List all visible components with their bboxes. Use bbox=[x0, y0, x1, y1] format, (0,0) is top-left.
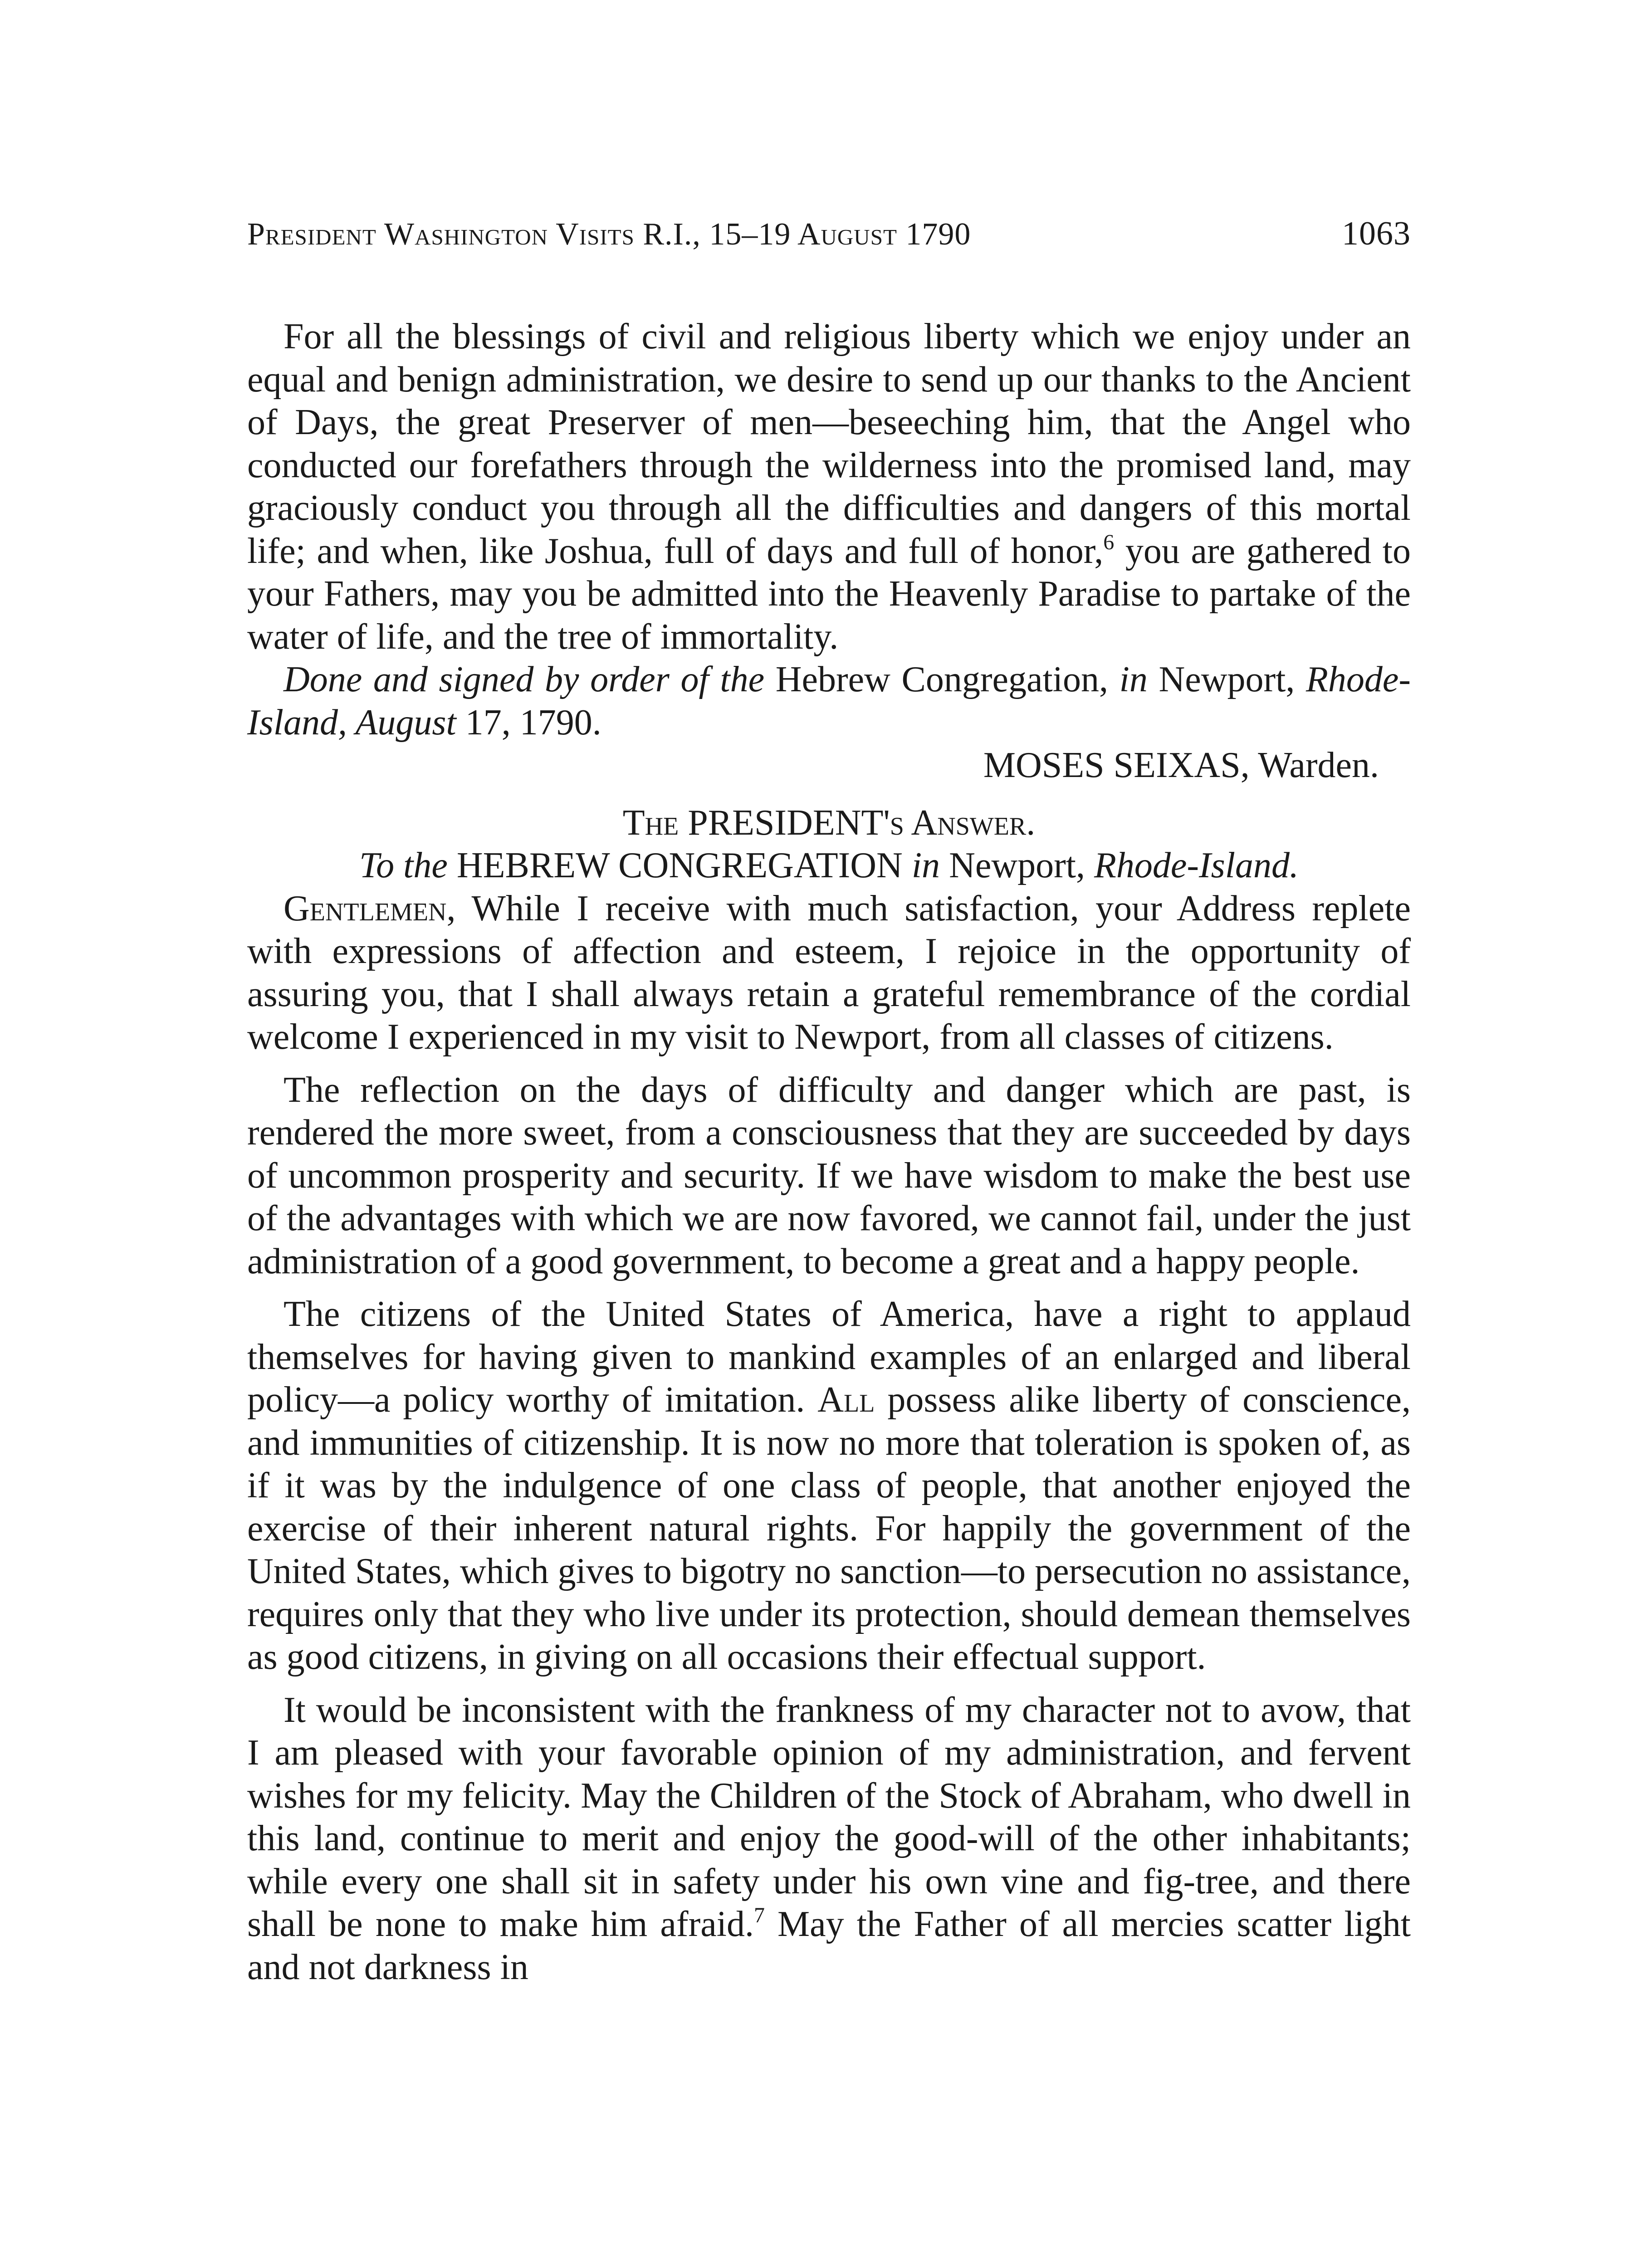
answer-paragraph-3-end: possess alike liberty of conscience, and immunities of citizenship. It is now no more that toleration is spoken of, as if it was by the indulgence of one class of people, that another enjoyed the exercise of their inherent natural rights. For happily the government of the United States, which gives to bigotry no sanction—to persecution no assistance, requires only that they who live under its protection, should demean themselves as good citizens, in giving on all occasions their effectual support. bbox=[247, 1380, 1411, 1677]
running-title: President Washington Visits R.I., 15–19 August 1790 bbox=[247, 217, 971, 252]
addressee-to-the: To the bbox=[359, 846, 448, 885]
signed-prefix: Done and signed by order of the bbox=[284, 660, 765, 699]
address-closing-paragraph bbox=[247, 315, 1411, 658]
running-head bbox=[247, 213, 1411, 254]
answer-paragraph-4 bbox=[247, 1689, 1411, 1989]
answer-paragraph-3-all: All bbox=[817, 1380, 875, 1420]
signed-congregation: Hebrew Congregation, bbox=[764, 660, 1120, 699]
signed-date: 17, 1790. bbox=[456, 702, 601, 743]
answer-paragraph-4-end: May the Father of all mercies scatter light and not darkness in bbox=[247, 1904, 1411, 1987]
signed-in: in bbox=[1119, 660, 1148, 699]
footnote-marker-6: 6 bbox=[1103, 530, 1115, 554]
answer-heading: The PRESIDENT's Answer. bbox=[622, 802, 1036, 843]
addressee-in: in bbox=[911, 846, 940, 885]
address-text: For all the blessings of civil and religious liberty which we enjoy under an equal and benign administration, we desire to send up our thanks to the Ancient of Days, the great Preserver of men—beseeching him, that the Angel who conducted our forefathers through the wilderness into the promised land, may graciously conduct you through all the difficulties and dangers of this mortal life; and when, like Joshua, full of days and full of honor, bbox=[247, 317, 1411, 571]
addressee-congregation: HEBREW CONGREGATION bbox=[447, 846, 912, 885]
salutation: Gentlemen, bbox=[284, 888, 456, 929]
footnote-marker-7: 7 bbox=[753, 1903, 765, 1927]
answer-paragraph-3 bbox=[247, 1293, 1411, 1679]
signed-place: Rhode-Island, August bbox=[247, 660, 1411, 743]
addressee-state: Rhode-Island. bbox=[1094, 846, 1299, 885]
signing-line bbox=[247, 658, 1411, 744]
document-page bbox=[247, 213, 1411, 1989]
addressee-city: Newport, bbox=[940, 846, 1094, 885]
page-number: 1063 bbox=[1342, 215, 1411, 252]
answer-paragraph-4-start: It would be inconsistent with the frankness of my character not to avow, that I am pleased with your favorable opinion of my administration, and fervent wishes for my felicity. May the Children of the Stock of Abraham, who dwell in this land, continue to merit and enjoy the good-will of the other inhabitants; while every one shall sit in safety under his own vine and fig-tree, and there shall be none to make him afraid. bbox=[247, 1690, 1411, 1944]
answer-paragraph-1-text: While I receive with much satisfaction, your Address replete with expressions of affection and esteem, I rejoice in the opportunity of assuring you, that I shall always retain a grateful remembrance of the cordial welcome I experienced in my visit to Newport, from all classes of citizens. bbox=[247, 888, 1411, 1057]
signatory: MOSES SEIXAS, Warden. bbox=[983, 745, 1379, 785]
answer-paragraph-1 bbox=[247, 887, 1411, 1059]
address-text-end: you are gathered to your Fathers, may you be admitted into the Heavenly Paradise to partake of the water of life, and the tree of immortality. bbox=[247, 531, 1411, 657]
answer-paragraph-2: The reflection on the days of difficulty and danger which are past, is rendered the more sweet, from a consciousness that they are succeeded by days of uncommon prosperity and security. If we have wisdom to make the best use of the advantages with which we are now favored, we cannot fail, under the just administration of a good government, to become a great and a happy people. bbox=[247, 1070, 1411, 1281]
answer-paragraph-3-start: The citizens of the United States of America, have a right to applaud themselves for having given to mankind examples of an enlarged and liberal policy—a policy worthy of imitation. bbox=[247, 1294, 1411, 1420]
answer-addressee bbox=[247, 844, 1411, 887]
signed-city: Newport, bbox=[1147, 660, 1306, 699]
